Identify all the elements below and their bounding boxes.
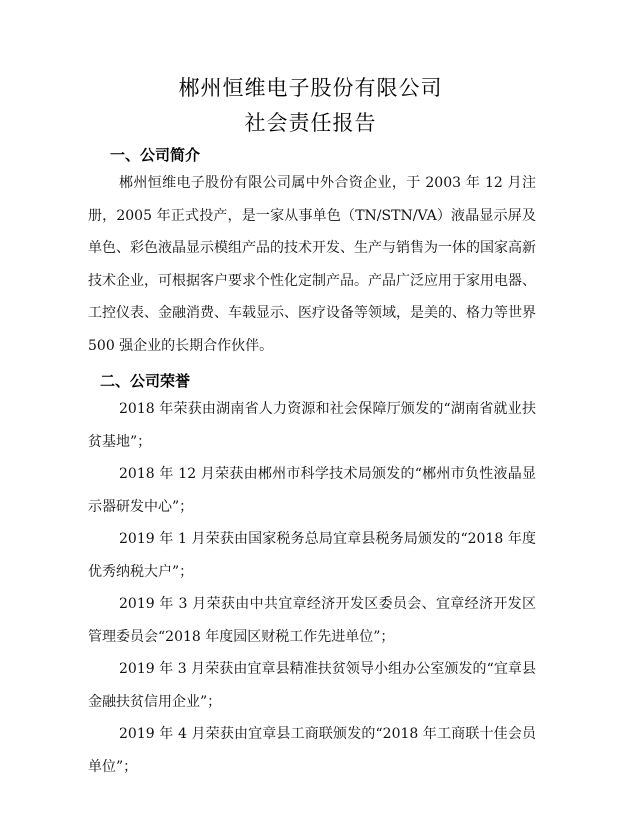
document-subtitle: 社会责任报告 (244, 111, 377, 135)
honor-item: 2019 年 1 月荣获由国家税务总局宜章县税务局颁发的“2018 年度优秀纳税大户”； (88, 531, 536, 580)
honor-item: 2018 年 12 月荣获由郴州市科学技术局颁发的“郴州市负性液晶显示器研发中心”； (88, 466, 536, 515)
honor-item: 2019 年 3 月荣获由中共宜章经济开发区委员会、宜章经济开发区管理委员会“2018 年度园区财税工作先进单位”； (88, 596, 536, 645)
honor-item: 2019 年 4 月荣获由宜章县工商联颁发的“2018 年工商联十佳会员单位”； (88, 726, 536, 775)
section-heading-company-intro: 一、公司简介 (110, 146, 201, 164)
honors-list (88, 393, 536, 783)
company-intro-paragraph: 郴州恒维电子股份有限公司属中外合资企业，于 2003 年 12 月注册，2005 年正式投产，是一家从事单色（TN/STN/VA）液晶显示屏及单色、彩色液晶显示模组产品的技术开发、生产与销售为一体的国家高新技术企业，可根据客户要求个性化定制产品。产品广泛应用于家用电器、工控仪表、金融消费、车载显示、医疗设备等领域，是美的、格力等世界 500 强企业的长期合作伙伴。 (88, 175, 536, 354)
document-title: 郴州恒维电子股份有限公司 (178, 76, 443, 100)
honor-item: 2018 年荣获由湖南省人力资源和社会保障厅颁发的“湖南省就业扶贫基地”； (88, 401, 536, 450)
section-heading-company-honors: 二、公司荣誉 (100, 372, 191, 390)
honor-item: 2019 年 3 月荣获由宜章县精准扶贫领导小组办公室颁发的“宜章县金融扶贫信用企业”； (88, 661, 536, 710)
